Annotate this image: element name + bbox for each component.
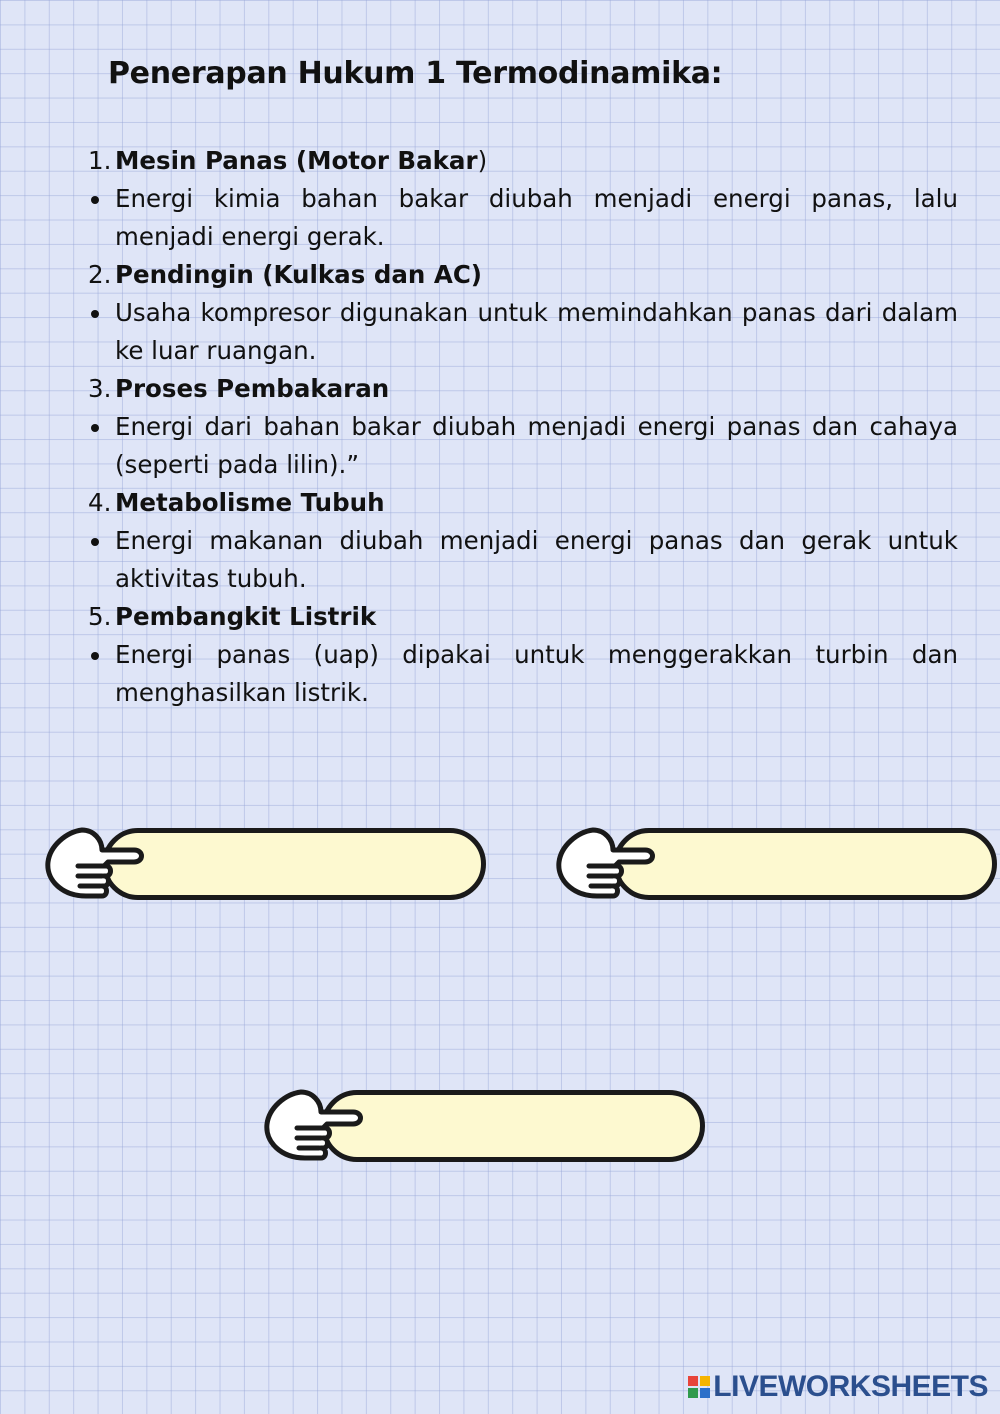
bullet-icon	[88, 408, 115, 484]
list-item-heading	[88, 370, 958, 408]
answer-field-3	[263, 1084, 711, 1164]
bullet-text: Energi makanan diubah menjadi energi panas dan gerak untuk aktivitas tubuh.	[115, 526, 958, 593]
liveworksheets-logo-icon	[688, 1376, 710, 1398]
brand-name: LIVEWORKSHEETS	[713, 1370, 988, 1403]
answer-input[interactable]	[321, 1090, 705, 1162]
list-item-heading	[88, 598, 958, 636]
answer-field-1	[44, 822, 492, 902]
list-item-heading	[88, 256, 958, 294]
item-number: 2.	[88, 260, 112, 289]
bullet-text: Energi panas (uap) dipakai untuk menggerakkan turbin dan menghasilkan listrik.	[115, 640, 958, 707]
pointing-hand-icon	[44, 822, 154, 902]
list-item-heading	[88, 142, 958, 180]
list-item-bullet	[88, 294, 958, 370]
item-heading: Pembangkit Listrik	[115, 602, 377, 631]
list-item-bullet	[88, 180, 958, 256]
item-number: 3.	[88, 374, 112, 403]
item-heading: Mesin Panas (Motor Bakar	[115, 146, 478, 175]
item-number: 5.	[88, 602, 112, 631]
answer-input[interactable]	[613, 828, 997, 900]
bullet-icon	[88, 180, 115, 256]
list-item-bullet	[88, 636, 958, 712]
pointing-hand-icon	[555, 822, 665, 902]
answer-input[interactable]	[102, 828, 486, 900]
bullet-text: Energi kimia bahan bakar diubah menjadi energi panas, lalu menjadi energi gerak.	[115, 184, 958, 251]
pointing-hand-icon	[263, 1084, 373, 1164]
item-heading-suffix: )	[477, 146, 488, 175]
list-item-heading	[88, 484, 958, 522]
bullet-icon	[88, 294, 115, 370]
item-number: 4.	[88, 488, 112, 517]
application-list	[88, 142, 958, 712]
answer-field-2	[555, 822, 1000, 902]
list-item-bullet	[88, 522, 958, 598]
list-item-bullet	[88, 408, 958, 484]
bullet-icon	[88, 522, 115, 598]
item-heading: Metabolisme Tubuh	[115, 488, 385, 517]
page-title: Penerapan Hukum 1 Termodinamika:	[108, 56, 723, 91]
item-heading: Proses Pembakaran	[115, 374, 390, 403]
item-number: 1.	[88, 146, 112, 175]
liveworksheets-logo	[688, 1370, 988, 1404]
bullet-text: Usaha kompresor digunakan untuk memindahkan panas dari dalam ke luar ruangan.	[115, 298, 958, 365]
bullet-icon	[88, 636, 115, 712]
item-heading: Pendingin (Kulkas dan AC)	[115, 260, 483, 289]
bullet-text: Energi dari bahan bakar diubah menjadi energi panas dan cahaya (seperti pada lilin).”	[115, 412, 958, 479]
